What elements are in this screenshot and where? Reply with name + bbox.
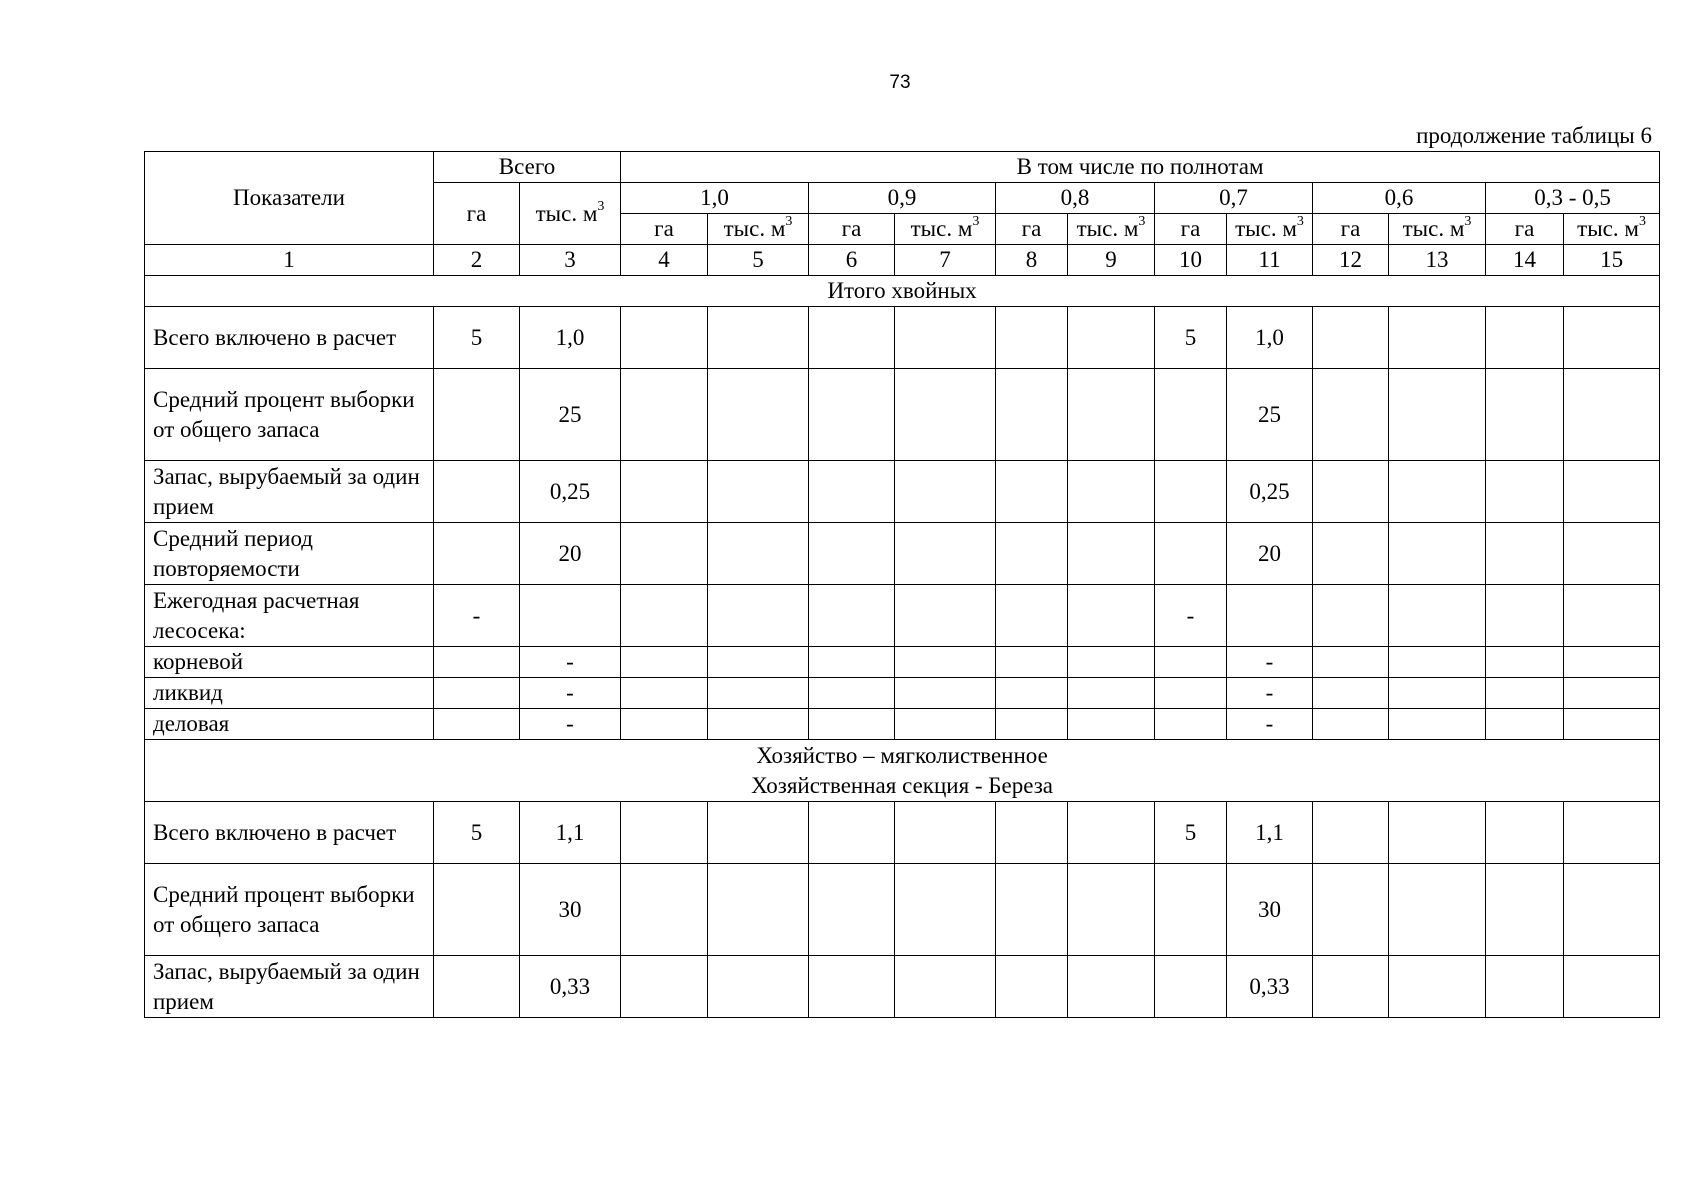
table-cell (1486, 523, 1564, 585)
table-cell (1389, 369, 1486, 461)
header-total-ha: га (434, 183, 520, 245)
table-cell: 0,33 (1227, 956, 1313, 1018)
header-incl-densities: В том числе по полнотам (621, 152, 1660, 183)
table-cell (1155, 678, 1227, 709)
column-number: 14 (1486, 245, 1564, 276)
table-cell (996, 956, 1068, 1018)
table-cell (1313, 461, 1389, 523)
table-cell (1313, 369, 1389, 461)
table-cell (621, 523, 708, 585)
table-cell: - (1227, 709, 1313, 740)
table-cell (1486, 709, 1564, 740)
table-row (145, 369, 1660, 461)
table-cell: - (434, 585, 520, 647)
table-row (145, 802, 1660, 864)
table-cell (1155, 647, 1227, 678)
table-cell (621, 678, 708, 709)
table-cell (1313, 585, 1389, 647)
header-total-kcm: тыс. $м^3$ (520, 183, 621, 245)
table-cell (1564, 864, 1660, 956)
table-cell (621, 647, 708, 678)
table-cell (809, 585, 895, 647)
table-cell: 30 (1227, 864, 1313, 956)
table-cell (621, 864, 708, 956)
table-cell (1313, 802, 1389, 864)
row-label: Всего включено в расчет (145, 802, 434, 864)
column-number: 15 (1564, 245, 1660, 276)
table-cell (1486, 369, 1564, 461)
table-cell: 1,1 (520, 802, 621, 864)
table-cell (1068, 461, 1155, 523)
row-label: Средний процент выборки от общего запаса (145, 369, 434, 461)
table-cell (708, 461, 809, 523)
table-row (145, 709, 1660, 740)
table-cell (1068, 864, 1155, 956)
column-number: 3 (520, 245, 621, 276)
table-cell (895, 585, 996, 647)
table-row (145, 678, 1660, 709)
table-cell (809, 956, 895, 1018)
table-row (145, 461, 1660, 523)
table-cell (1389, 585, 1486, 647)
table-cell (434, 678, 520, 709)
table-cell: - (1227, 647, 1313, 678)
column-number: 10 (1155, 245, 1227, 276)
table-cell (996, 585, 1068, 647)
header-density: 0,8 (996, 183, 1155, 214)
row-label: Запас, вырубаемый за один прием (145, 956, 434, 1018)
table-cell: 20 (1227, 523, 1313, 585)
table-cell (1564, 307, 1660, 369)
column-number: 9 (1068, 245, 1155, 276)
table-cell: - (1155, 585, 1227, 647)
row-label: Запас, вырубаемый за один прием (145, 461, 434, 523)
table-cell (708, 956, 809, 1018)
table-cell (708, 864, 809, 956)
table-cell (708, 678, 809, 709)
table-row (145, 585, 1660, 647)
table-cell (434, 369, 520, 461)
table-cell (621, 956, 708, 1018)
table-cell: - (520, 678, 621, 709)
table-cell (1068, 647, 1155, 678)
page-number: 73 (889, 72, 911, 93)
table-cell (895, 369, 996, 461)
table-cell: 1,0 (520, 307, 621, 369)
table-cell: 5 (434, 802, 520, 864)
table-cell (1389, 461, 1486, 523)
column-number: 7 (895, 245, 996, 276)
table-cell (996, 369, 1068, 461)
table-cell (1564, 802, 1660, 864)
table-cell (996, 523, 1068, 585)
header-unit-kcm: тыс. $м^3$ (708, 214, 809, 245)
table-cell (1068, 709, 1155, 740)
table-cell: 5 (1155, 802, 1227, 864)
table-cell (1068, 956, 1155, 1018)
table-cell (1313, 523, 1389, 585)
column-number: 11 (1227, 245, 1313, 276)
header-unit-ha: га (996, 214, 1068, 245)
table-cell: 0,25 (1227, 461, 1313, 523)
table-cell: 5 (434, 307, 520, 369)
table-cell: - (520, 647, 621, 678)
table-cell (621, 461, 708, 523)
table-cell (996, 647, 1068, 678)
table-cell: 1,1 (1227, 802, 1313, 864)
table-cell (895, 709, 996, 740)
table-cell (809, 678, 895, 709)
table-cell (1564, 647, 1660, 678)
table-caption: продолжение таблицы 6 (1416, 123, 1652, 148)
section-title (145, 276, 1660, 307)
table-cell (434, 461, 520, 523)
table-cell: 0,33 (520, 956, 621, 1018)
table-cell (809, 523, 895, 585)
table-cell (708, 369, 809, 461)
table-cell (708, 709, 809, 740)
table-cell (434, 647, 520, 678)
column-number: 1 (145, 245, 434, 276)
header-unit-kcm: тыс. $м^3$ (1564, 214, 1660, 245)
table-row (145, 523, 1660, 585)
table-cell (621, 369, 708, 461)
table-cell (1389, 802, 1486, 864)
table-cell (1564, 585, 1660, 647)
table-cell: - (520, 709, 621, 740)
table-cell: 0,25 (520, 461, 621, 523)
table-cell: 30 (520, 864, 621, 956)
table-cell: 20 (520, 523, 621, 585)
table-cell (1155, 956, 1227, 1018)
header-density: 0,3 - 0,5 (1486, 183, 1660, 214)
table-cell (1313, 647, 1389, 678)
table-cell (1389, 864, 1486, 956)
table-cell (434, 709, 520, 740)
header-density: 0,7 (1155, 183, 1313, 214)
table-cell (809, 802, 895, 864)
table-cell (1313, 307, 1389, 369)
table-row (145, 647, 1660, 678)
table-cell (996, 307, 1068, 369)
table-cell (1068, 585, 1155, 647)
table-cell (1389, 678, 1486, 709)
table-cell (996, 802, 1068, 864)
header-unit-ha: га (621, 214, 708, 245)
table-cell (895, 461, 996, 523)
table-cell (1564, 709, 1660, 740)
table-cell (996, 709, 1068, 740)
header-unit-kcm: тыс. $м^3$ (1068, 214, 1155, 245)
table-cell (895, 956, 996, 1018)
table-cell (708, 307, 809, 369)
column-number: 8 (996, 245, 1068, 276)
section-title (145, 740, 1660, 802)
table-cell (895, 523, 996, 585)
table-cell (809, 647, 895, 678)
table-cell (895, 647, 996, 678)
row-label: Ежегодная расчетная лесосека: (145, 585, 434, 647)
table-cell (1068, 523, 1155, 585)
header-unit-kcm: тыс. $м^3$ (1227, 214, 1313, 245)
table-cell: 5 (1155, 307, 1227, 369)
row-label: корневой (145, 647, 434, 678)
table-cell (621, 585, 708, 647)
table-cell (1155, 709, 1227, 740)
row-label: ликвид (145, 678, 434, 709)
table-cell (1155, 523, 1227, 585)
header-unit-ha: га (1313, 214, 1389, 245)
header-indicators: Показатели (145, 152, 434, 245)
table-cell (1486, 461, 1564, 523)
table-cell (809, 864, 895, 956)
section-title-line: Итого хвойных (827, 278, 977, 303)
table-cell (520, 585, 621, 647)
table-cell (1068, 307, 1155, 369)
table-cell (1486, 678, 1564, 709)
table-cell (434, 523, 520, 585)
table-cell (1486, 647, 1564, 678)
cutting-area-table (144, 151, 1660, 1018)
section-header-row (145, 740, 1660, 802)
column-number: 12 (1313, 245, 1389, 276)
header-density: 1,0 (621, 183, 809, 214)
table-cell (809, 709, 895, 740)
table-cell (1389, 307, 1486, 369)
header-unit-kcm: тыс. $м^3$ (895, 214, 996, 245)
table-cell (1068, 678, 1155, 709)
table-cell (996, 678, 1068, 709)
header-unit-ha: га (1155, 214, 1227, 245)
table-row (145, 307, 1660, 369)
header-density: 0,6 (1313, 183, 1486, 214)
table-cell (1486, 585, 1564, 647)
header-density: 0,9 (809, 183, 996, 214)
table-cell (809, 369, 895, 461)
table-cell (621, 802, 708, 864)
table-cell (1313, 956, 1389, 1018)
table-cell (1068, 802, 1155, 864)
table-cell (1155, 461, 1227, 523)
header-unit-kcm: тыс. $м^3$ (1389, 214, 1486, 245)
table-cell (621, 709, 708, 740)
table-cell (708, 802, 809, 864)
table-row (145, 956, 1660, 1018)
table-cell (1486, 802, 1564, 864)
table-cell (708, 523, 809, 585)
table-cell (1564, 369, 1660, 461)
table-cell (1486, 956, 1564, 1018)
header-unit-ha: га (809, 214, 895, 245)
table-cell (996, 461, 1068, 523)
table-cell (1389, 709, 1486, 740)
table-cell (1313, 678, 1389, 709)
table-cell (1564, 956, 1660, 1018)
table-cell (1068, 369, 1155, 461)
table-cell (1155, 864, 1227, 956)
table-cell (809, 461, 895, 523)
column-number: 13 (1389, 245, 1486, 276)
table-cell (895, 864, 996, 956)
row-label: Средний период повторяемости (145, 523, 434, 585)
row-label: Средний процент выборки от общего запаса (145, 864, 434, 956)
column-number: 2 (434, 245, 520, 276)
table-cell (434, 956, 520, 1018)
table-cell (1486, 864, 1564, 956)
table-cell (1155, 369, 1227, 461)
table-cell (895, 802, 996, 864)
table-cell (1389, 523, 1486, 585)
table-cell: 25 (520, 369, 621, 461)
table-cell: 25 (1227, 369, 1313, 461)
row-label: Всего включено в расчет (145, 307, 434, 369)
table-cell (1564, 523, 1660, 585)
table-cell (996, 864, 1068, 956)
header-unit-ha: га (1486, 214, 1564, 245)
table-cell (1389, 956, 1486, 1018)
table-cell (1227, 585, 1313, 647)
column-number: 6 (809, 245, 895, 276)
table-row (145, 864, 1660, 956)
table-cell (434, 864, 520, 956)
column-number: 5 (708, 245, 809, 276)
table-cell (1564, 678, 1660, 709)
table-cell (621, 307, 708, 369)
table-cell (708, 647, 809, 678)
table-cell (708, 585, 809, 647)
row-label: деловая (145, 709, 434, 740)
table-cell (1564, 461, 1660, 523)
header-total: Всего (434, 152, 621, 183)
table-cell (1313, 709, 1389, 740)
section-title-line: Хозяйственная секция - Береза (751, 772, 1054, 798)
table-cell (1389, 647, 1486, 678)
section-title-line: Хозяйство – мягколиственное (756, 742, 1048, 768)
table-cell: - (1227, 678, 1313, 709)
column-number: 4 (621, 245, 708, 276)
table-cell (1486, 307, 1564, 369)
section-header-row (145, 276, 1660, 307)
table-cell: 1,0 (1227, 307, 1313, 369)
table-cell (809, 307, 895, 369)
table-cell (895, 307, 996, 369)
table-cell (895, 678, 996, 709)
table-cell (1313, 864, 1389, 956)
